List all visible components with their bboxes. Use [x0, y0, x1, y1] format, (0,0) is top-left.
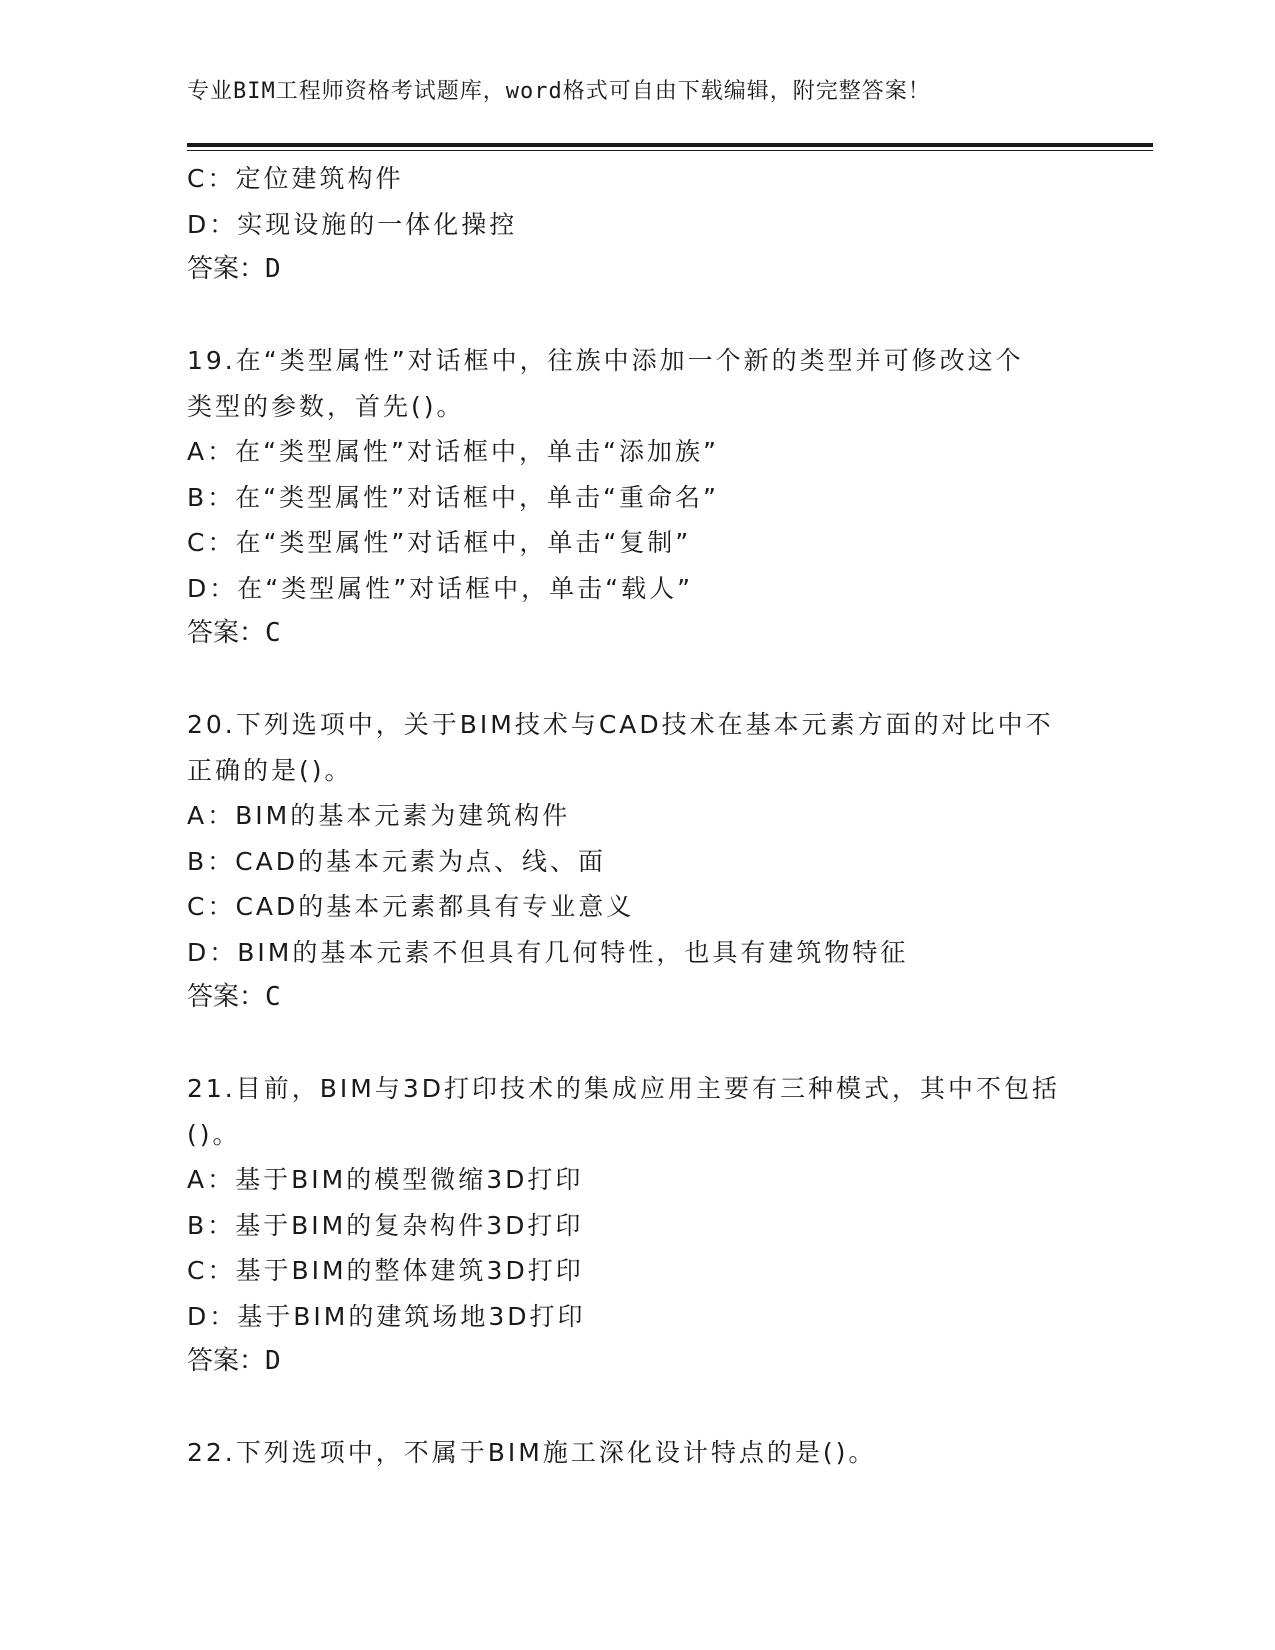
question-text: 类型的参数，首先()。: [187, 391, 465, 421]
header-rule-thick: [187, 143, 1153, 147]
question-20: [187, 702, 1087, 1021]
option-b: B：基于BIM的复杂构件3D打印: [187, 1210, 584, 1240]
option-b: B：CAD的基本元素为点、线、面: [187, 846, 606, 876]
header-rule-thin: [187, 150, 1153, 151]
option-c: C：基于BIM的整体建筑3D打印: [187, 1256, 584, 1285]
previous-question-tail: [187, 156, 1087, 293]
question-text: 21.目前，BIM与3D打印技术的集成应用主要有三种模式，其中不包括: [187, 1074, 1061, 1103]
option-c: C：在“类型属性”对话框中，单击“复制”: [187, 528, 692, 557]
option-c: C：定位建筑构件: [187, 164, 404, 193]
answer: 答案：D: [187, 1346, 281, 1376]
question-22: [187, 1430, 1087, 1476]
option-b: B：在“类型属性”对话框中，单击“重命名”: [187, 482, 719, 512]
option-d: D：在“类型属性”对话框中，单击“载人”: [187, 573, 694, 603]
option-a: A：BIM的基本元素为建筑构件: [187, 801, 571, 830]
option-d: D：实现设施的一体化操控: [187, 209, 518, 239]
question-text: 22.下列选项中，不属于BIM施工深化设计特点的是()。: [187, 1438, 877, 1467]
option-a: A：在“类型属性”对话框中，单击“添加族”: [187, 437, 719, 466]
question-text: 正确的是()。: [187, 755, 353, 785]
option-d: D：BIM的基本元素不但具有几何特性，也具有建筑物特征: [187, 937, 909, 967]
answer: 答案：D: [187, 254, 281, 284]
answer: 答案：C: [187, 982, 281, 1012]
document-body: [187, 156, 1087, 1476]
option-c: C：CAD的基本元素都具有专业意义: [187, 892, 635, 921]
option-d: D：基于BIM的建筑场地3D打印: [187, 1301, 586, 1331]
question-19: [187, 338, 1087, 657]
question-text: ()。: [187, 1119, 241, 1149]
answer: 答案：C: [187, 618, 281, 648]
option-a: A：基于BIM的模型微缩3D打印: [187, 1165, 584, 1194]
page-header: 专业BIM工程师资格考试题库，word格式可自由下载编辑，附完整答案！: [187, 79, 931, 104]
question-21: [187, 1066, 1087, 1385]
question-text: 19.在“类型属性”对话框中，往族中添加一个新的类型并可修改这个: [187, 346, 1024, 375]
question-text: 20.下列选项中，关于BIM技术与CAD技术在基本元素方面的对比中不: [187, 710, 1054, 739]
